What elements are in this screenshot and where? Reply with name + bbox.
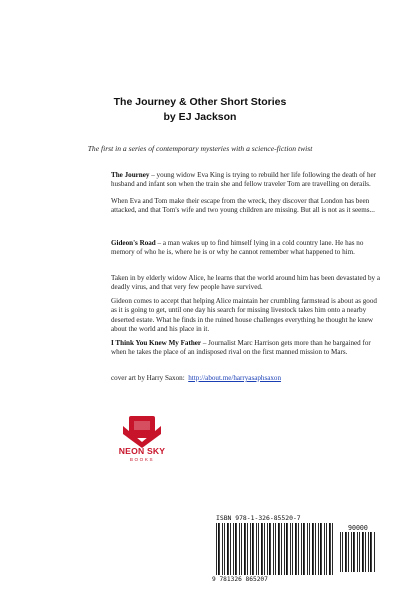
publisher-logo [107,410,177,472]
story-1-text-1: – young widow Eva King is trying to rebuild her life following the death of her husband and infant son when the train she and fellow traveler Tom are travelling on derails. [111,171,376,189]
story-2-paragraph-1 [111,239,381,258]
credit-link[interactable]: http://about.me/harryasaphsaxon [188,374,282,382]
isbn-text: ISBN 978-1-326-85520-7 [216,514,301,522]
barcode [210,514,380,584]
story-3-title: I Think You Knew My Father [111,339,202,347]
story-1-paragraph-2: When Eva and Tom make their escape from the wreck, they discover that London has been attacked, and that Tom's wife and two young children are missing. But all is not as it seems... [111,197,375,215]
book-title: The Journey & Other Short Stories [113,96,287,108]
story-2-paragraph-3: Gideon comes to accept that helping Alice maintain her crumbling farmstead is about as good as it is going to get, until one day his search for missing livestock takes him onto a nearby deserted estate. What he finds in the ruined house challenges everything he thought he knew about the world and his place in it. [111,297,377,334]
story-2-title: Gideon's Road [111,239,156,247]
story-3-paragraph-1 [111,339,381,358]
credit-text: cover art by Harry Saxon: [111,374,185,382]
publisher-subname: BOOKS [129,457,155,462]
story-3-text-1: – Journalist Marc Harrison gets more than he bargained for when he takes the place of an indisposed rival on the first manned mission to Mars. [111,339,371,357]
story-2-text-1: – a man wakes up to find himself lying in a cold country lane. He has no memory of who he is, where he is or why he cannot remember what happened to him. [111,239,364,257]
cover-art-credit [111,374,281,382]
price-code: 90000 [348,524,368,532]
story-1-title: The Journey [111,171,150,179]
publisher-name: NEON SKY [118,446,166,456]
price-barcode-bars [340,532,376,576]
tagline: The first in a series of contemporary mysteries with a science-fiction twist [87,144,313,153]
publisher-logo-icon [107,410,177,448]
story-1-paragraph-1 [111,171,381,190]
story-2-paragraph-2: Taken in by elderly widow Alice, he learns that the world around him has been devastated by a deadly virus, and that very few people have survived. [111,274,380,292]
book-author: by EJ Jackson [163,111,237,123]
barcode-bars [216,523,336,577]
ean-digits: 9 781326 865207 [212,576,268,583]
